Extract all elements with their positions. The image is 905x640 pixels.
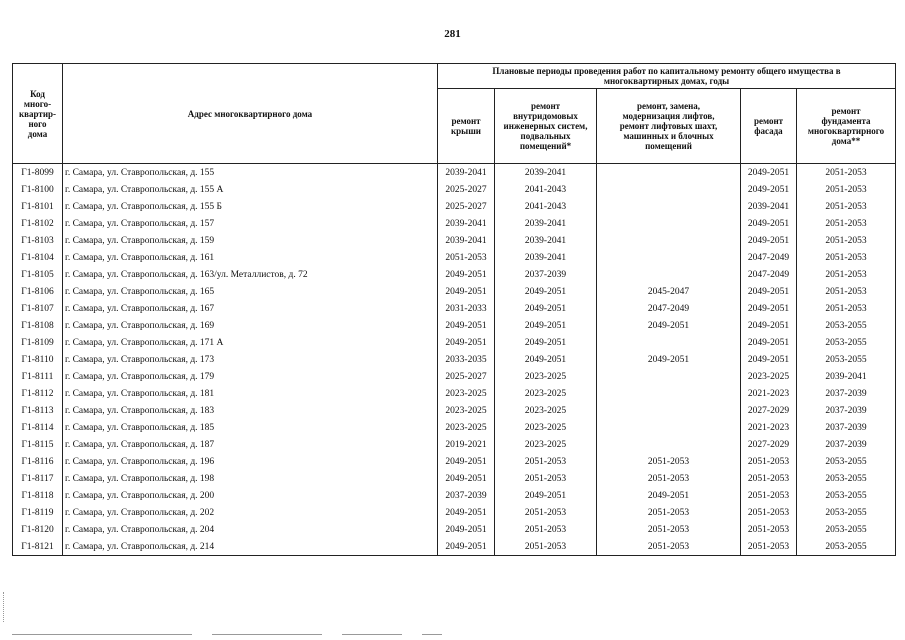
table-row: [13, 266, 896, 283]
cell-code: Г1-8119: [13, 504, 63, 521]
cell-roof: 2023-2025: [438, 385, 495, 402]
cell-foundation: 2053-2055: [797, 453, 896, 470]
cell-address: г. Самара, ул. Ставропольская, д. 198: [63, 470, 438, 487]
cell-facade: 2051-2053: [741, 504, 797, 521]
cell-address: г. Самара, ул. Ставропольская, д. 159: [63, 232, 438, 249]
cell-foundation: 2051-2053: [797, 164, 896, 182]
cell-roof: 2025-2027: [438, 198, 495, 215]
header-engineering: [495, 89, 597, 164]
table-row: [13, 300, 896, 317]
table-row: [13, 198, 896, 215]
header-roof: [438, 89, 495, 164]
table-row: [13, 317, 896, 334]
cell-engineering: 2049-2051: [495, 317, 597, 334]
cell-elevators: 2049-2051: [597, 351, 741, 368]
header-period-title: [438, 64, 896, 89]
cell-elevators: 2051-2053: [597, 504, 741, 521]
cell-elevators: 2047-2049: [597, 300, 741, 317]
cell-elevators: 2049-2051: [597, 487, 741, 504]
cell-roof: 2025-2027: [438, 368, 495, 385]
table-row: [13, 521, 896, 538]
cell-engineering: 2049-2051: [495, 334, 597, 351]
cell-elevators: [597, 385, 741, 402]
cell-elevators: 2045-2047: [597, 283, 741, 300]
cell-elevators: [597, 181, 741, 198]
cell-code: Г1-8118: [13, 487, 63, 504]
cell-code: Г1-8111: [13, 368, 63, 385]
cell-address: г. Самара, ул. Ставропольская, д. 214: [63, 538, 438, 556]
cell-code: Г1-8112: [13, 385, 63, 402]
cell-facade: 2021-2023: [741, 419, 797, 436]
cell-code: Г1-8106: [13, 283, 63, 300]
cell-code: Г1-8110: [13, 351, 63, 368]
cell-facade: 2051-2053: [741, 521, 797, 538]
cell-elevators: 2051-2053: [597, 521, 741, 538]
cell-facade: 2049-2051: [741, 317, 797, 334]
cell-facade: 2049-2051: [741, 334, 797, 351]
cell-facade: 2049-2051: [741, 215, 797, 232]
table-row: [13, 504, 896, 521]
cell-address: г. Самара, ул. Ставропольская, д. 187: [63, 436, 438, 453]
header-foundation-lines: ремонт фундамента многоквартирного дома**: [807, 106, 885, 146]
cell-address: г. Самара, ул. Ставропольская, д. 169: [63, 317, 438, 334]
cell-roof: 2049-2051: [438, 538, 495, 556]
cell-code: Г1-8107: [13, 300, 63, 317]
cell-roof: 2049-2051: [438, 283, 495, 300]
table-header: [13, 64, 896, 164]
footer-rule-segment: [342, 634, 402, 635]
cell-engineering: 2051-2053: [495, 521, 597, 538]
cell-foundation: 2051-2053: [797, 198, 896, 215]
cell-foundation: 2053-2055: [797, 470, 896, 487]
cell-elevators: [597, 419, 741, 436]
cell-address: г. Самара, ул. Ставропольская, д. 173: [63, 351, 438, 368]
table-row: [13, 164, 896, 182]
cell-code: Г1-8104: [13, 249, 63, 266]
cell-code: Г1-8103: [13, 232, 63, 249]
cell-elevators: 2051-2053: [597, 453, 741, 470]
cell-code: Г1-8099: [13, 164, 63, 182]
cell-address: г. Самара, ул. Ставропольская, д. 171 А: [63, 334, 438, 351]
cell-address: г. Самара, ул. Ставропольская, д. 155 Б: [63, 198, 438, 215]
cell-foundation: 2053-2055: [797, 487, 896, 504]
cell-engineering: 2037-2039: [495, 266, 597, 283]
cell-address: г. Самара, ул. Ставропольская, д. 202: [63, 504, 438, 521]
cell-facade: 2049-2051: [741, 351, 797, 368]
cell-facade: 2049-2051: [741, 232, 797, 249]
cell-engineering: 2039-2041: [495, 232, 597, 249]
cell-code: Г1-8109: [13, 334, 63, 351]
cell-elevators: [597, 232, 741, 249]
cell-address: г. Самара, ул. Ставропольская, д. 167: [63, 300, 438, 317]
page-number: 281: [444, 28, 461, 40]
header-row-top: [13, 64, 896, 89]
cell-facade: 2051-2053: [741, 453, 797, 470]
table-row: [13, 385, 896, 402]
cell-engineering: 2051-2053: [495, 538, 597, 556]
cell-foundation: 2053-2055: [797, 317, 896, 334]
cell-facade: 2021-2023: [741, 385, 797, 402]
cell-facade: 2051-2053: [741, 470, 797, 487]
cell-facade: 2051-2053: [741, 538, 797, 556]
cell-address: г. Самара, ул. Ставропольская, д. 165: [63, 283, 438, 300]
cell-roof: 2049-2051: [438, 504, 495, 521]
cell-engineering: 2051-2053: [495, 470, 597, 487]
cell-engineering: 2039-2041: [495, 164, 597, 182]
table-row: [13, 215, 896, 232]
cell-code: Г1-8117: [13, 470, 63, 487]
cell-foundation: 2051-2053: [797, 232, 896, 249]
cell-roof: 2039-2041: [438, 215, 495, 232]
cell-foundation: 2037-2039: [797, 436, 896, 453]
cell-facade: 2027-2029: [741, 436, 797, 453]
cell-elevators: [597, 402, 741, 419]
cell-address: г. Самара, ул. Ставропольская, д. 179: [63, 368, 438, 385]
margin-mark: [3, 592, 6, 622]
table-row: [13, 419, 896, 436]
cell-address: г. Самара, ул. Ставропольская, д. 204: [63, 521, 438, 538]
cell-foundation: 2037-2039: [797, 419, 896, 436]
header-elevators-lines: ремонт, замена, модернизация лифтов, ремонт лифтовых шахт, машинных и блочных помещений: [619, 101, 718, 151]
cell-foundation: 2053-2055: [797, 504, 896, 521]
cell-roof: 2049-2051: [438, 266, 495, 283]
cell-roof: 2023-2025: [438, 402, 495, 419]
cell-code: Г1-8101: [13, 198, 63, 215]
cell-facade: 2049-2051: [741, 181, 797, 198]
table-row: [13, 487, 896, 504]
cell-address: г. Самара, ул. Ставропольская, д. 196: [63, 453, 438, 470]
footer-rule-segment: [422, 634, 442, 635]
table-row: [13, 368, 896, 385]
cell-address: г. Самара, ул. Ставропольская, д. 183: [63, 402, 438, 419]
table-row: [13, 283, 896, 300]
cell-foundation: 2053-2055: [797, 351, 896, 368]
cell-elevators: [597, 215, 741, 232]
cell-foundation: 2037-2039: [797, 402, 896, 419]
header-address: Адрес многоквартирного дома: [63, 64, 438, 164]
cell-engineering: 2041-2043: [495, 181, 597, 198]
cell-engineering: 2023-2025: [495, 402, 597, 419]
cell-roof: 2049-2051: [438, 470, 495, 487]
cell-elevators: [597, 266, 741, 283]
cell-code: Г1-8102: [13, 215, 63, 232]
cell-code: Г1-8113: [13, 402, 63, 419]
cell-elevators: 2051-2053: [597, 538, 741, 556]
header-facade: [741, 89, 797, 164]
cell-engineering: 2049-2051: [495, 487, 597, 504]
cell-engineering: 2049-2051: [495, 351, 597, 368]
cell-facade: 2049-2051: [741, 164, 797, 182]
cell-foundation: 2051-2053: [797, 300, 896, 317]
header-foundation: [797, 89, 896, 164]
table-row: [13, 538, 896, 556]
cell-foundation: 2051-2053: [797, 215, 896, 232]
table-row: [13, 249, 896, 266]
table-row: [13, 436, 896, 453]
cell-address: г. Самара, ул. Ставропольская, д. 181: [63, 385, 438, 402]
cell-facade: 2049-2051: [741, 283, 797, 300]
header-roof-lines: ремонт крыши: [450, 116, 481, 136]
cell-roof: 2037-2039: [438, 487, 495, 504]
cell-address: г. Самара, ул. Ставропольская, д. 157: [63, 215, 438, 232]
cell-roof: 2033-2035: [438, 351, 495, 368]
table-body: [13, 164, 896, 556]
cell-code: Г1-8115: [13, 436, 63, 453]
cell-elevators: [597, 198, 741, 215]
cell-facade: 2047-2049: [741, 249, 797, 266]
cell-engineering: 2023-2025: [495, 436, 597, 453]
cell-roof: 2049-2051: [438, 334, 495, 351]
cell-roof: 2049-2051: [438, 317, 495, 334]
cell-facade: 2023-2025: [741, 368, 797, 385]
footer-rule-segment: [12, 634, 192, 635]
header-engineering-lines: ремонт внутридомовых инженерных систем, подвальных помещений*: [503, 101, 588, 151]
cell-elevators: 2051-2053: [597, 470, 741, 487]
table-row: [13, 351, 896, 368]
cell-code: Г1-8114: [13, 419, 63, 436]
cell-roof: 2039-2041: [438, 232, 495, 249]
cell-elevators: [597, 164, 741, 182]
cell-roof: 2023-2025: [438, 419, 495, 436]
cell-engineering: 2039-2041: [495, 215, 597, 232]
cell-code: Г1-8108: [13, 317, 63, 334]
cell-engineering: 2051-2053: [495, 504, 597, 521]
cell-elevators: [597, 249, 741, 266]
cell-facade: 2051-2053: [741, 487, 797, 504]
cell-foundation: 2053-2055: [797, 538, 896, 556]
header-facade-lines: ремонт фасада: [753, 116, 784, 136]
cell-engineering: 2041-2043: [495, 198, 597, 215]
cell-foundation: 2037-2039: [797, 385, 896, 402]
cell-foundation: 2053-2055: [797, 334, 896, 351]
cell-elevators: [597, 436, 741, 453]
cell-elevators: 2049-2051: [597, 317, 741, 334]
cell-roof: 2051-2053: [438, 249, 495, 266]
header-code: [13, 64, 63, 164]
cell-roof: 2025-2027: [438, 181, 495, 198]
cell-facade: 2049-2051: [741, 300, 797, 317]
table-row: [13, 402, 896, 419]
cell-facade: 2047-2049: [741, 266, 797, 283]
cell-engineering: 2039-2041: [495, 249, 597, 266]
cell-engineering: 2049-2051: [495, 300, 597, 317]
cell-foundation: 2051-2053: [797, 181, 896, 198]
cell-address: г. Самара, ул. Ставропольская, д. 185: [63, 419, 438, 436]
cell-code: Г1-8105: [13, 266, 63, 283]
table-row: [13, 334, 896, 351]
header-period-title-lines: Плановые периоды проведения работ по капитальному ремонту общего имущества в многоквартирных домах, годы: [492, 66, 841, 86]
table-row: [13, 453, 896, 470]
cell-address: г. Самара, ул. Ставропольская, д. 155 А: [63, 181, 438, 198]
table-row: [13, 232, 896, 249]
cell-foundation: 2051-2053: [797, 266, 896, 283]
cell-engineering: 2051-2053: [495, 453, 597, 470]
cell-code: Г1-8120: [13, 521, 63, 538]
cell-engineering: 2023-2025: [495, 368, 597, 385]
cell-engineering: 2023-2025: [495, 385, 597, 402]
header-code-lines: Код много- квартир- ного дома: [18, 88, 57, 139]
cell-address: г. Самара, ул. Ставропольская, д. 155: [63, 164, 438, 182]
table-row: [13, 181, 896, 198]
footer-rule: [12, 634, 492, 635]
cell-elevators: [597, 368, 741, 385]
cell-roof: 2049-2051: [438, 521, 495, 538]
cell-engineering: 2049-2051: [495, 283, 597, 300]
footer-rule-segment: [212, 634, 322, 635]
cell-address: г. Самара, ул. Ставропольская, д. 163/ул. Металлистов, д. 72: [63, 266, 438, 283]
cell-address: г. Самара, ул. Ставропольская, д. 200: [63, 487, 438, 504]
header-elevators: [597, 89, 741, 164]
cell-roof: 2039-2041: [438, 164, 495, 182]
cell-code: Г1-8100: [13, 181, 63, 198]
cell-elevators: [597, 334, 741, 351]
cell-engineering: 2023-2025: [495, 419, 597, 436]
cell-roof: 2049-2051: [438, 453, 495, 470]
cell-roof: 2031-2033: [438, 300, 495, 317]
cell-facade: 2039-2041: [741, 198, 797, 215]
cell-code: Г1-8116: [13, 453, 63, 470]
cell-foundation: 2051-2053: [797, 249, 896, 266]
cell-foundation: 2039-2041: [797, 368, 896, 385]
cell-code: Г1-8121: [13, 538, 63, 556]
cell-facade: 2027-2029: [741, 402, 797, 419]
table-row: [13, 470, 896, 487]
cell-roof: 2019-2021: [438, 436, 495, 453]
cell-foundation: 2051-2053: [797, 283, 896, 300]
cell-foundation: 2053-2055: [797, 521, 896, 538]
cell-address: г. Самара, ул. Ставропольская, д. 161: [63, 249, 438, 266]
capital-repair-table: [12, 63, 896, 556]
